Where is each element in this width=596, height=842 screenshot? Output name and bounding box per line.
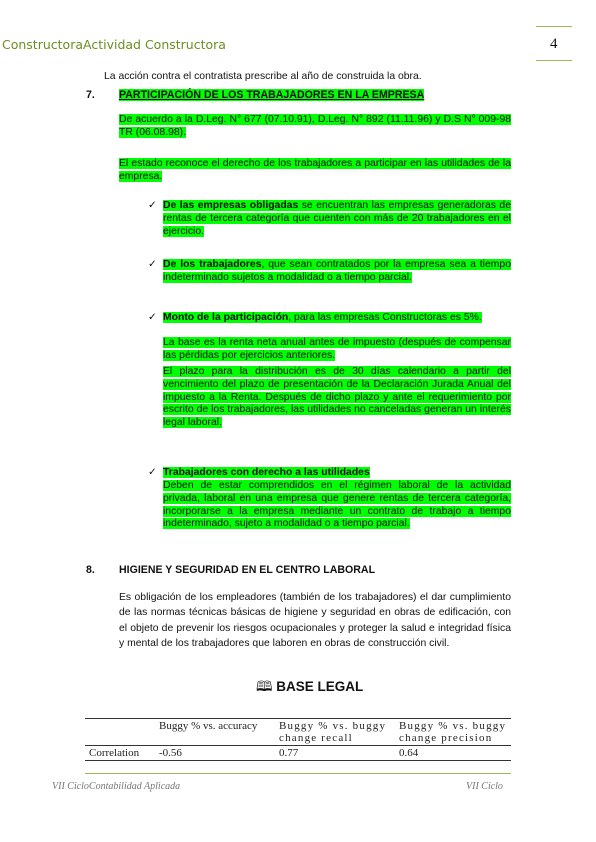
check-icon: ✓	[148, 467, 157, 478]
bullet-trabajadores: De los trabajadores, que sean contratados por la empresa sea a tiempo indeterminado sujetos a modalidad o a tiempo parcial.	[163, 259, 511, 283]
table-header-cell: Buggy % vs. buggy change recall	[275, 719, 395, 746]
table-cell: Correlation	[85, 746, 155, 761]
header-rule-bottom	[536, 60, 572, 61]
table-header-cell	[85, 719, 155, 746]
table-cell: 0.77	[275, 746, 395, 761]
section-7-para-2: El estado reconoce el derecho de los trabajadores a participar en las utilidades de la empresa.	[119, 158, 511, 182]
monto-detail-base: La base es la renta neta anual antes de impuesto (después de compensar las pérdidas por ejercicios anteriores.	[163, 337, 511, 361]
bullet-trabajadores-derecho-text: Deben de estar comprendidos en el régimen laboral de la actividad privada, laboral en una empresa que genere rentas de tercera categoría, incorporarse a la empresa mediante un contrato de trabajo a tiempo indeterminado, sujeto a modalidad o a tiempo parcial.	[163, 480, 511, 530]
table-header-row	[85, 719, 511, 746]
header-rule-top	[536, 26, 572, 27]
check-icon: ✓	[148, 200, 157, 211]
section-7-title: PARTICIPACIÓN DE LOS TRABAJADORES EN LA EMPRESA	[119, 89, 425, 101]
page-number: 4	[550, 36, 558, 52]
check-icon: ✓	[148, 312, 157, 323]
section-7-number: 7.	[86, 89, 95, 101]
section-8-number: 8.	[86, 564, 95, 576]
footer-right: VII Ciclo	[466, 781, 503, 792]
table-cell: -0.56	[155, 746, 275, 761]
table-header-cell: Buggy % vs. buggy change precision	[395, 719, 511, 746]
table-header-cell: Buggy % vs. accuracy	[155, 719, 275, 746]
footer-left: VII CicloContabilidad Aplicada	[52, 781, 181, 792]
table-row	[85, 746, 511, 761]
footer-rule	[85, 773, 511, 774]
section-8-title: HIGIENE Y SEGURIDAD EN EL CENTRO LABORAL	[119, 564, 376, 576]
section-8-paragraph: Es obligación de los empleadores (también de los trabajadores) el dar cumplimiento de las normas técnicas básicas de higiene y seguridad en obras de edificación, con el objeto de prevenir los riesgos ocupacionales y proteger la salud e integridad física y mental de los trabajadores que laboren en obras de construcción civil.	[119, 592, 511, 650]
bullet-empresas-obligadas: De las empresas obligadas se encuentran las empresas generadoras de rentas de tercera categoría que cuenten con más de 20 trabajadores en el ejercicio.	[163, 200, 511, 237]
base-legal-heading	[256, 676, 363, 700]
open-book-icon: 🕮	[256, 679, 273, 695]
intro-text: La acción contra el contratista prescribe al año de construida la obra.	[104, 71, 422, 82]
table-cell: 0.64	[395, 746, 511, 761]
bullet-monto-participacion: Monto de la participación, para las empresas Constructoras es 5%.	[163, 312, 482, 323]
correlation-table	[85, 718, 511, 761]
bullet-trabajadores-derecho-title: Trabajadores con derecho a las utilidades	[163, 467, 370, 478]
base-legal-title: BASE LEGAL	[276, 679, 364, 694]
section-7-para-1: De acuerdo a la D.Leg. N° 677 (07.10.91), D.Leg. N° 892 (11.11.96) y D.S N° 009-98 TR (06.08.98).	[119, 114, 511, 138]
check-icon: ✓	[148, 259, 157, 270]
monto-detail-plazo: El plazo para la distribución es de 30 días calendario a partir del vencimiento del plazo de presentación de la Declaración Jurada Anual del impuesto a la Renta. Después de dicho plazo y ante el requerimiento por escrito de los trabajadores, las utilidades no canceladas generan un interés legal laboral.	[163, 366, 511, 429]
header-title: ConstructoraActividad Constructora	[2, 37, 226, 52]
